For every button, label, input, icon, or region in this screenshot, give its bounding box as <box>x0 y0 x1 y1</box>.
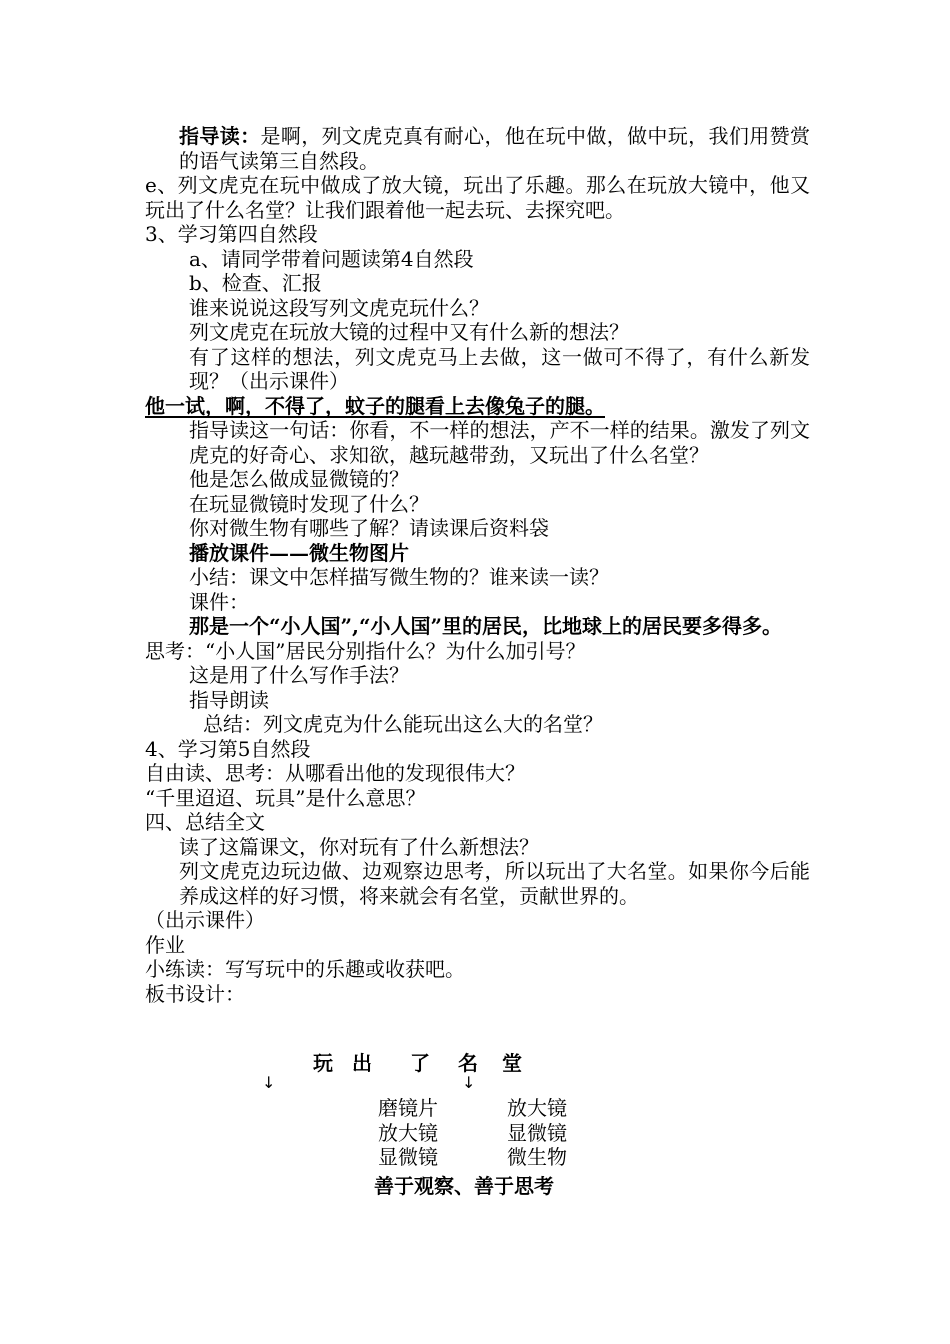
paragraph-line <box>145 418 810 467</box>
paragraph-text: 四、总结全文 <box>145 810 265 834</box>
document-body <box>145 124 810 1006</box>
paragraph-line <box>145 761 810 786</box>
paragraph-line <box>145 786 810 811</box>
paragraph-text: 你对微生物有哪些了解？请读课后资料袋 <box>189 516 549 540</box>
paragraph-text: 读了这篇课文，你对玩有了什么新想法？ <box>179 834 539 859</box>
board-item: 磨镜片 <box>378 1096 438 1120</box>
paragraph-text: 列文虎克在玩放大镜的过程中又有什么新的想法？ <box>189 320 629 344</box>
paragraph-line <box>145 688 810 713</box>
paragraph-text: 思考：“小人国”居民分别指什么？为什么加引号？ <box>145 638 586 663</box>
paragraph-text: 有了这样的想法，列文虎克马上去做，这一做可不得了，有什么新发现？（出示课件） <box>189 344 810 393</box>
paragraph-line <box>145 957 810 982</box>
paragraph-text: 作业 <box>145 932 185 957</box>
bold-label: 指导读： <box>179 124 261 148</box>
paragraph-text: 这是用了什么写作手法？ <box>189 663 409 687</box>
paragraph-line <box>145 320 810 345</box>
paragraph-text: b、检查、汇报 <box>189 271 322 295</box>
paragraph-text: 他一试，啊，不得了，蚊子的腿看上去像兔子的腿。 <box>145 393 605 418</box>
paragraph-text: 小结：课文中怎样描写微生物的？谁来读一读？ <box>189 565 609 589</box>
paragraph-text: 自由读、思考：从哪看出他的发现很伟大？ <box>145 761 525 785</box>
board-right-column <box>507 1096 567 1170</box>
board-item: 微生物 <box>507 1145 567 1169</box>
paragraph-text: 指导读这一句话：你看，不一样的想法，产不一样的结果。激发了列文虎克的好奇心、求知欲，越玩越带劲，又玩出了什么名堂？ <box>189 418 810 467</box>
paragraph-text: 谁来说说这段写列文虎克玩什么？ <box>189 295 489 320</box>
paragraph-line <box>145 296 810 321</box>
paragraph-line <box>145 712 810 737</box>
paragraph-line <box>145 492 810 517</box>
paragraph-line <box>145 124 810 173</box>
paragraph-line <box>145 467 810 492</box>
board-title-char: 玩 <box>313 1051 333 1075</box>
board-title-char: 名 <box>458 1051 478 1075</box>
paragraph-text: 那是一个“小人国”,“小人国”里的居民，比地球上的居民要多得多。 <box>189 614 782 638</box>
down-arrow-icon: ↓ <box>462 1073 476 1092</box>
paragraph-line <box>145 982 810 1007</box>
board-item: 显微镜 <box>378 1145 438 1169</box>
paragraph-line <box>145 565 810 590</box>
paragraph-text: e、列文虎克在玩中做成了放大镜，玩出了乐趣。那么在玩放大镜中，他又玩出了什么名堂？让我们跟着他一起去玩、去探究吧。 <box>145 173 810 222</box>
paragraph-line <box>145 394 810 419</box>
paragraph-line <box>145 810 810 835</box>
paragraph-text: 是啊，列文虎克真有耐心，他在玩中做，做中玩，我们用赞赏的语气读第三自然段。 <box>179 124 811 173</box>
board-item: 放大镜 <box>378 1120 438 1145</box>
paragraph-text: 3、学习第四自然段 <box>145 222 318 246</box>
paragraph-text: 课件： <box>189 589 249 614</box>
paragraph-line <box>145 908 810 933</box>
board-item: 显微镜 <box>507 1120 567 1145</box>
paragraph-text: 指导朗读 <box>189 687 269 712</box>
paragraph-text: 在玩显微镜时发现了什么？ <box>189 491 429 516</box>
paragraph-text: （出示课件） <box>145 908 265 932</box>
board-summary: 善于观察、善于思考 <box>374 1174 554 1198</box>
paragraph-text: 列文虎克边玩边做、边观察边思考，所以玩出了大名堂。如果你今后能养成这样的好习惯，将来就会有名堂，贡献世界的。 <box>179 859 810 908</box>
paragraph-text: 他是怎么做成显微镜的？ <box>189 467 409 491</box>
paragraph-line <box>145 516 810 541</box>
paragraph-text: 4、学习第5自然段 <box>145 736 311 761</box>
board-title-char: 堂 <box>502 1051 522 1075</box>
paragraph-text: 板书设计： <box>145 981 245 1006</box>
board-item: 放大镜 <box>507 1096 567 1120</box>
paragraph-line <box>145 590 810 615</box>
paragraph-line <box>145 614 810 639</box>
paragraph-line <box>145 933 810 958</box>
paragraph-text: 总结：列文虎克为什么能玩出这么大的名堂？ <box>203 712 603 736</box>
board-title-char: 出 <box>352 1051 372 1075</box>
paragraph-text: 小练读：写写玩中的乐趣或收获吧。 <box>145 957 465 981</box>
paragraph-line <box>145 541 810 566</box>
paragraph-line <box>145 663 810 688</box>
paragraph-line <box>145 247 810 272</box>
paragraph-text: 播放课件——微生物图片 <box>189 540 409 565</box>
paragraph-line <box>145 639 810 664</box>
paragraph-text: a、请同学带着问题读第4自然段 <box>189 246 474 271</box>
paragraph-line <box>145 345 810 394</box>
paragraph-line <box>145 222 810 247</box>
board-title-char: 了 <box>410 1051 430 1075</box>
paragraph-text: “千里迢迢、玩具”是什么意思？ <box>145 785 426 810</box>
down-arrow-icon: ↓ <box>262 1073 276 1092</box>
paragraph-line <box>145 835 810 860</box>
paragraph-line <box>145 271 810 296</box>
paragraph-line <box>145 173 810 222</box>
paragraph-line <box>145 859 810 908</box>
paragraph-line <box>145 737 810 762</box>
board-left-column <box>378 1096 438 1170</box>
